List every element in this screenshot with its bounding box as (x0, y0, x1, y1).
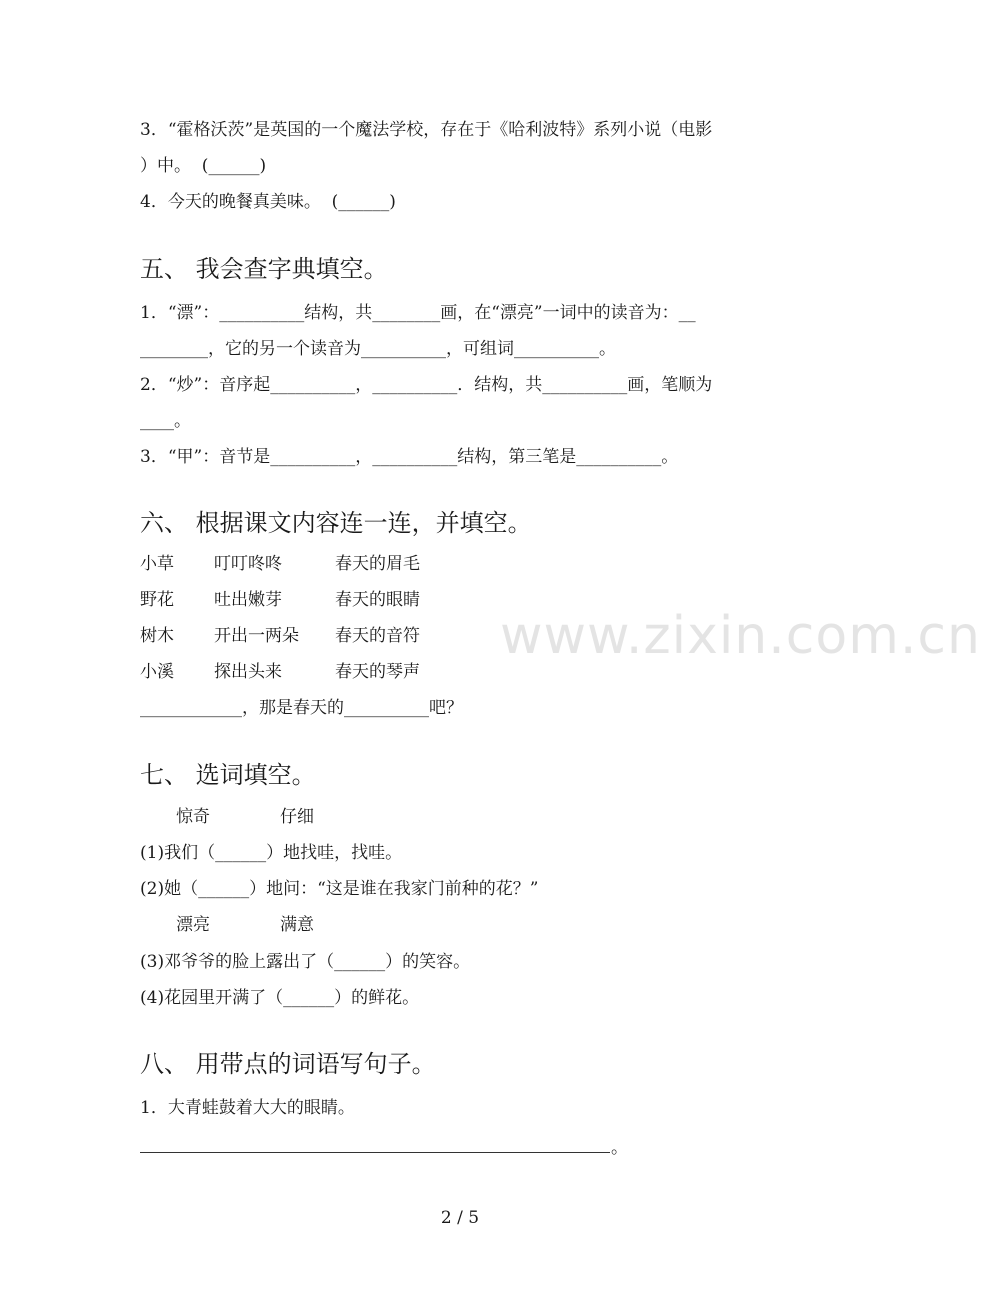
question-5-2-line1: 2．“炒”：音序起__________，__________．结构，共__________画，笔顺为 (140, 375, 713, 395)
match-middle-item: 开出一两朵 (214, 626, 299, 646)
page-number: 2 / 5 (440, 1208, 480, 1228)
answer-end-mark: 。 (611, 1138, 628, 1158)
section-6-heading: 六、 根据课文内容连一连，并填空。 (140, 509, 532, 537)
question-7-1: (1)我们（______）地找哇，找哇。 (140, 843, 403, 863)
section-5-heading: 五、 我会查字典填空。 (140, 255, 388, 283)
question-8-1: 1．大青蛙鼓着大大的眼睛。 (140, 1098, 355, 1118)
match-middle-item: 探出头来 (214, 662, 282, 682)
question-4-3-line2: ）中。 (______) (140, 156, 267, 176)
word-choice: 惊奇 (176, 807, 210, 827)
question-5-3: 3．“甲”：音节是__________，__________结构，第三笔是__________。 (140, 447, 679, 467)
match-right-item: 春天的眼睛 (335, 590, 420, 610)
question-4-3-line1: 3．“霍格沃茨”是英国的一个魔法学校，存在于《哈利波特》系列小说（电影 (140, 120, 713, 140)
word-choice: 漂亮 (176, 915, 210, 935)
word-choice: 仔细 (280, 807, 314, 827)
match-middle-item: 吐出嫩芽 (214, 590, 282, 610)
match-left-item: 小溪 (140, 662, 174, 682)
match-left-item: 野花 (140, 590, 174, 610)
watermark: www.zixin.com.cn (500, 606, 981, 666)
word-choice: 满意 (280, 915, 314, 935)
answer-line (140, 1152, 610, 1153)
match-right-item: 春天的音符 (335, 626, 420, 646)
section-6-fill-line: ____________，那是春天的__________吧？ (140, 698, 463, 718)
question-7-4: (4)花园里开满了（______）的鲜花。 (140, 988, 420, 1008)
question-7-2: (2)她（______）地问：“这是谁在我家门前种的花？” (140, 879, 539, 899)
question-5-1-line2: ________，它的另一个读音为__________，可组词__________。 (140, 339, 616, 359)
question-4-4: 4．今天的晚餐真美味。 (______) (140, 192, 396, 212)
match-right-item: 春天的琴声 (335, 662, 420, 682)
question-5-2-line2: ____。 (140, 411, 191, 431)
match-left-item: 小草 (140, 554, 174, 574)
match-middle-item: 叮叮咚咚 (214, 554, 282, 574)
match-right-item: 春天的眉毛 (335, 554, 420, 574)
question-5-1-line1: 1．“漂”：__________结构，共________画，在“漂亮”一词中的读音为：__ (140, 303, 696, 323)
match-left-item: 树木 (140, 626, 174, 646)
question-7-3: (3)邓爷爷的脸上露出了（______）的笑容。 (140, 952, 471, 972)
section-8-heading: 八、 用带点的词语写句子。 (140, 1050, 436, 1078)
section-7-heading: 七、 选词填空。 (140, 761, 316, 789)
